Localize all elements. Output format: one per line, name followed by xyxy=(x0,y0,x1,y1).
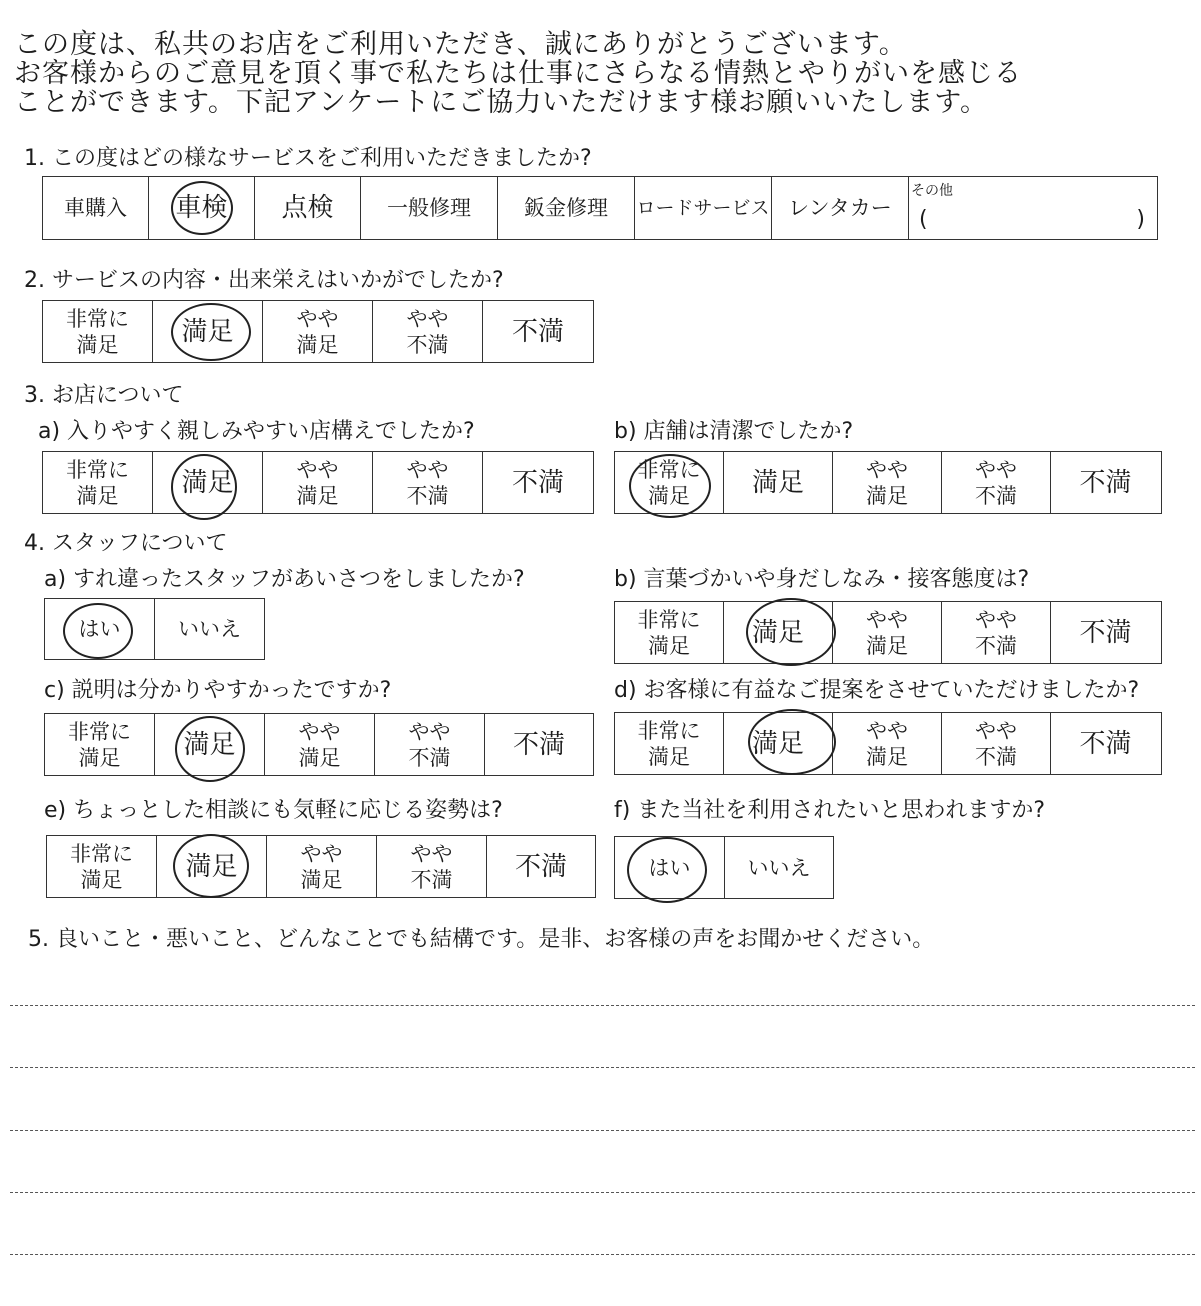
q4d-option-very-satisfied[interactable] xyxy=(615,713,724,774)
q4d-options xyxy=(614,712,1162,775)
q4c-option-satisfied[interactable] xyxy=(155,714,265,775)
q4e-option-satisfied[interactable] xyxy=(157,836,267,897)
q3a-options xyxy=(42,451,594,514)
option-label: 非常に 満足 xyxy=(66,306,129,357)
option-label: 非常に 満足 xyxy=(66,457,129,508)
option-label: 不満 xyxy=(514,851,567,882)
question-4f: f) また当社を利用されたいと思われますか? xyxy=(614,798,1045,823)
paren-close: ) xyxy=(1136,207,1145,232)
option-label: やや 不満 xyxy=(975,607,1017,658)
q4b-options xyxy=(614,601,1162,664)
option-label: やや 満足 xyxy=(296,457,339,508)
option-label: 不満 xyxy=(1079,728,1132,759)
question-4e: e) ちょっとした相談にも気軽に応じる姿勢は? xyxy=(44,798,503,823)
q1-option-label: 車購入 xyxy=(64,196,127,220)
option-label: 非常に 満足 xyxy=(637,718,701,769)
option-label: やや 満足 xyxy=(296,306,339,357)
option-label: やや 不満 xyxy=(410,841,453,892)
answer-line[interactable] xyxy=(10,1192,1195,1193)
q1-option-rental-car[interactable] xyxy=(772,177,909,239)
option-label: やや 不満 xyxy=(406,306,449,357)
q3a-option-somewhat-unsatisfied[interactable] xyxy=(373,452,483,513)
q2-option-somewhat-satisfied[interactable] xyxy=(263,301,373,362)
q4c-options xyxy=(44,713,594,776)
option-label: はい xyxy=(78,617,121,641)
answer-line[interactable] xyxy=(10,1005,1195,1006)
option-label: やや 満足 xyxy=(866,607,908,658)
option-label: やや 満足 xyxy=(866,718,908,769)
q4e-option-unsatisfied[interactable] xyxy=(487,836,595,897)
option-label: やや 不満 xyxy=(975,457,1017,508)
option-label: 満足 xyxy=(181,316,234,347)
answer-line[interactable] xyxy=(10,1067,1195,1068)
q1-option-shaken[interactable] xyxy=(149,177,255,239)
question-4d: d) お客様に有益なご提案をさせていただけましたか? xyxy=(614,678,1140,703)
option-label: 満足 xyxy=(751,728,804,759)
q4e-options xyxy=(46,835,596,898)
option-label: いいえ xyxy=(178,617,241,641)
option-label: やや 満足 xyxy=(300,841,343,892)
q3a-option-satisfied[interactable] xyxy=(153,452,263,513)
q4e-option-somewhat-satisfied[interactable] xyxy=(267,836,377,897)
question-3: 3. お店について xyxy=(24,383,184,408)
q4a-option-yes[interactable] xyxy=(45,599,155,659)
q3a-option-very-satisfied[interactable] xyxy=(43,452,153,513)
q4c-option-very-satisfied[interactable] xyxy=(45,714,155,775)
option-label: やや 満足 xyxy=(866,457,908,508)
other-label: その他 xyxy=(911,183,953,199)
q3b-option-somewhat-satisfied[interactable] xyxy=(833,452,942,513)
q4b-option-somewhat-unsatisfied[interactable] xyxy=(942,602,1051,663)
q4d-option-unsatisfied[interactable] xyxy=(1051,713,1160,774)
option-label: 不満 xyxy=(512,729,565,760)
option-label: はい xyxy=(648,855,691,880)
q4b-option-satisfied[interactable] xyxy=(724,602,833,663)
q2-option-very-satisfied[interactable] xyxy=(43,301,153,362)
q3b-option-unsatisfied[interactable] xyxy=(1051,452,1160,513)
q4a-option-no[interactable] xyxy=(155,599,264,659)
q4c-option-somewhat-unsatisfied[interactable] xyxy=(375,714,485,775)
question-4c: c) 説明は分かりやすかったですか? xyxy=(44,678,392,703)
q1-option-label: 一般修理 xyxy=(387,196,471,220)
option-label: 非常に 満足 xyxy=(637,457,701,508)
q1-option-inspection[interactable] xyxy=(255,177,361,239)
option-label: やや 満足 xyxy=(298,719,341,770)
q3a-option-unsatisfied[interactable] xyxy=(483,452,593,513)
q4f-options xyxy=(614,836,834,899)
option-label: 満足 xyxy=(181,467,234,498)
q4d-option-satisfied[interactable] xyxy=(724,713,833,774)
q1-options xyxy=(42,176,1158,240)
question-4b: b) 言葉づかいや身だしなみ・接客態度は? xyxy=(614,567,1030,592)
q2-option-somewhat-unsatisfied[interactable] xyxy=(373,301,483,362)
q1-option-label: 点検 xyxy=(281,193,334,223)
q1-option-road-service[interactable] xyxy=(635,177,772,239)
q3b-options xyxy=(614,451,1162,514)
q3a-option-somewhat-satisfied[interactable] xyxy=(263,452,373,513)
q1-option-sheet-metal[interactable] xyxy=(498,177,635,239)
option-label: やや 不満 xyxy=(406,457,449,508)
question-4: 4. スタッフについて xyxy=(24,531,228,556)
intro-line-2: お客様からのご意見を頂く事で私たちは仕事にさらなる情熱とやりがいを感じる xyxy=(14,58,1022,89)
q1-option-other[interactable] xyxy=(909,177,1157,239)
question-2: 2. サービスの内容・出来栄えはいかがでしたか? xyxy=(24,268,504,293)
question-3b: b) 店舗は清潔でしたか? xyxy=(614,419,854,444)
option-label: 満足 xyxy=(183,729,236,760)
q2-option-unsatisfied[interactable] xyxy=(483,301,593,362)
q4b-option-very-satisfied[interactable] xyxy=(615,602,724,663)
q3b-option-somewhat-unsatisfied[interactable] xyxy=(942,452,1051,513)
intro-line-1: この度は、私共のお店をご利用いただき、誠にありがとうございます。 xyxy=(14,29,907,60)
q4d-option-somewhat-unsatisfied[interactable] xyxy=(942,713,1051,774)
intro-line-3: ことができます。下記アンケートにご協力いただけます様お願いいたします。 xyxy=(14,87,989,118)
answer-line[interactable] xyxy=(10,1130,1195,1131)
q4c-option-unsatisfied[interactable] xyxy=(485,714,593,775)
question-5: 5. 良いこと・悪いこと、どんなことでも結構です。是非、お客様の声をお聞かせください。 xyxy=(28,927,935,952)
q1-option-label: 鈑金修理 xyxy=(524,196,608,220)
option-label: 非常に 満足 xyxy=(68,719,131,770)
q4a-options xyxy=(44,598,265,660)
q2-option-satisfied[interactable] xyxy=(153,301,263,362)
q4b-option-unsatisfied[interactable] xyxy=(1051,602,1160,663)
q1-option-label: 車検 xyxy=(175,193,228,223)
option-label: いいえ xyxy=(747,855,811,880)
option-label: 非常に 満足 xyxy=(637,607,701,658)
paren-open: ( xyxy=(919,207,928,232)
answer-line[interactable] xyxy=(10,1254,1195,1255)
q3b-option-very-satisfied[interactable] xyxy=(615,452,724,513)
option-label: 不満 xyxy=(1079,617,1132,648)
option-label: 満足 xyxy=(751,617,804,648)
option-label: やや 不満 xyxy=(408,719,451,770)
q1-option-car-purchase[interactable] xyxy=(43,177,149,239)
option-label: 非常に 満足 xyxy=(70,841,133,892)
q1-option-general-repair[interactable] xyxy=(361,177,498,239)
question-3a: a) 入りやすく親しみやすい店構えでしたか? xyxy=(38,419,475,444)
option-label: 満足 xyxy=(185,851,238,882)
intro-text xyxy=(14,30,1194,117)
q4f-option-no[interactable] xyxy=(725,837,833,898)
option-label: やや 不満 xyxy=(975,718,1017,769)
q4b-option-somewhat-satisfied[interactable] xyxy=(833,602,942,663)
question-4a: a) すれ違ったスタッフがあいさつをしましたか? xyxy=(44,567,525,592)
option-label: 不満 xyxy=(1079,467,1132,498)
q2-options xyxy=(42,300,594,363)
q1-option-label: ロードサービス xyxy=(636,197,770,219)
q4d-option-somewhat-satisfied[interactable] xyxy=(833,713,942,774)
q4f-option-yes[interactable] xyxy=(615,837,725,898)
question-1: 1. この度はどの様なサービスをご利用いただきましたか? xyxy=(24,146,592,171)
q4c-option-somewhat-satisfied[interactable] xyxy=(265,714,375,775)
q3b-option-satisfied[interactable] xyxy=(724,452,833,513)
q4e-option-somewhat-unsatisfied[interactable] xyxy=(377,836,487,897)
option-label: 不満 xyxy=(511,316,564,347)
option-label: 不満 xyxy=(511,467,564,498)
option-label: 満足 xyxy=(751,467,804,498)
q1-option-label: レンタカー xyxy=(788,196,892,220)
q4e-option-very-satisfied[interactable] xyxy=(47,836,157,897)
